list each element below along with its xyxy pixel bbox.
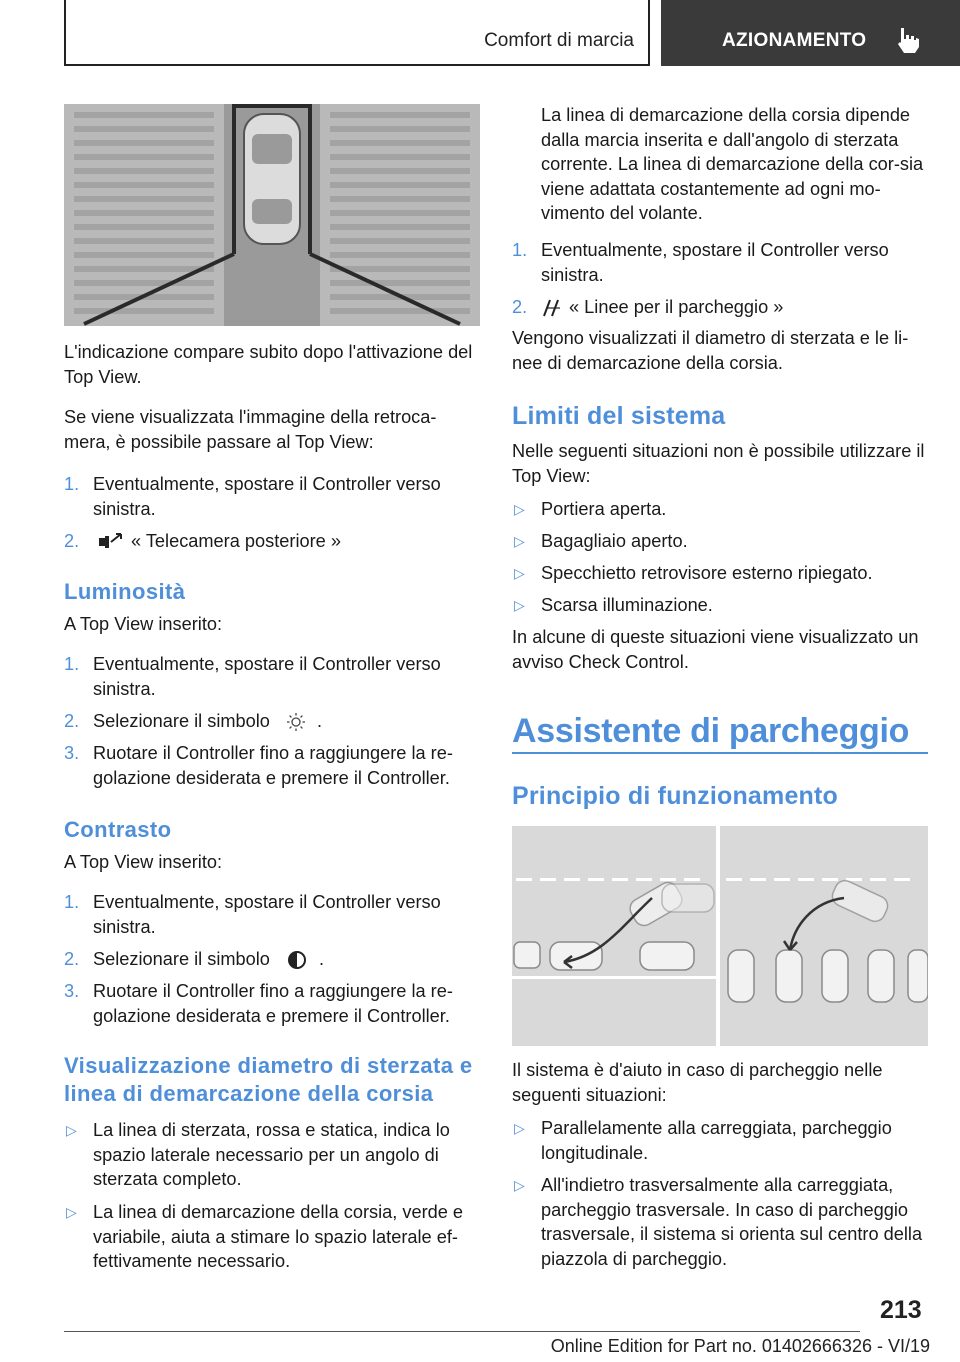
list-text: Scarsa illuminazione.: [541, 595, 713, 615]
bullet-triangle-icon: ▷: [514, 501, 525, 517]
list-text: Specchietto retrovisore esterno ripiegato.: [541, 563, 873, 583]
bullet-triangle-icon: ▷: [514, 565, 525, 581]
list-item: [512, 529, 928, 555]
bullet-triangle-icon: ▷: [514, 533, 525, 549]
header-border-mid: [648, 0, 650, 65]
list-text: Ruotare il Controller fino a raggiungere la re‐golazione desiderata e premere il Controller.: [93, 981, 453, 1026]
list-item: [64, 979, 480, 1029]
list-item: [64, 1200, 480, 1276]
paragraph-contrasto-intro: A Top View inserito:: [64, 852, 223, 872]
footer-rule: [64, 1331, 860, 1332]
rear-camera-icon: [97, 532, 125, 552]
parking-lines-icon[interactable]: [541, 298, 563, 318]
bullet-triangle-icon: ▷: [66, 1204, 77, 1220]
list-text: Eventualmente, spostare il Controller verso sinistra.: [541, 240, 889, 285]
heading-luminosita: Luminosità: [64, 579, 186, 604]
list-text: Eventualmente, spostare il Controller verso sinistra.: [93, 474, 441, 519]
list-text: Bagagliaio aperto.: [541, 531, 688, 551]
list-item: [512, 238, 928, 288]
list-number: 1.: [512, 240, 528, 260]
list-item: [64, 741, 480, 791]
parking-assistant-image: [512, 826, 928, 1046]
list-number: 1.: [64, 654, 80, 674]
list-number: 1.: [64, 892, 80, 912]
list-text: Selezionare il simbolo: [93, 711, 270, 731]
paragraph-top-view-activation: L'indicazione compare subito dopo l'attivazione del Top View.: [64, 342, 473, 387]
top-view-parking-image: [64, 104, 480, 326]
list-text: Portiera aperta.: [541, 499, 667, 519]
heading-visualizzazione: Visualizzazione diametro di sterzata e linea di demarcazione della corsia: [64, 1053, 473, 1106]
list-number: 2.: [64, 711, 80, 731]
list-text: Ruotare il Controller fino a raggiungere la re‐golazione desiderata e premere il Controller.: [93, 743, 453, 788]
list-number: 1.: [64, 474, 80, 494]
heading-contrasto: Contrasto: [64, 817, 172, 842]
list-item: [64, 709, 480, 735]
list-item: [512, 593, 928, 619]
paragraph-check-control: In alcune di queste situazioni viene visualizzato un avviso Check Control.: [512, 627, 919, 672]
list-number: 2.: [512, 297, 528, 317]
footer-edition: Online Edition for Part no. 01402666326 - VI/19: [550, 1336, 930, 1356]
list-text: « Telecamera posteriore »: [131, 531, 341, 551]
list-text-wrap: [93, 947, 483, 972]
list-text: « Linee per il parcheggio »: [569, 297, 784, 317]
list-item: [512, 497, 928, 523]
list-item: [64, 1118, 480, 1194]
list-text-wrap: [93, 529, 483, 554]
list-text: La linea di sterzata, rossa e statica, indica lo spazio laterale necessario per un angolo di sterzata completo.: [93, 1120, 450, 1189]
brightness-icon[interactable]: [283, 712, 309, 732]
header-section-title: Comfort di marcia: [484, 30, 634, 51]
list-item: [64, 472, 480, 522]
heading-limiti-sistema: Limiti del sistema: [512, 402, 726, 430]
list-text: Selezionare il simbolo: [93, 949, 270, 969]
list-item: [512, 561, 928, 587]
list-text-wrap: [541, 295, 931, 320]
hand-pointer-icon: [895, 26, 921, 54]
list-item: [512, 1173, 928, 1273]
header-rule: [64, 64, 650, 66]
list-item: [64, 652, 480, 702]
heading-principio: Principio di funzionamento: [512, 782, 839, 810]
bullet-triangle-icon: ▷: [514, 1120, 525, 1136]
list-text-wrap: [93, 709, 483, 734]
paragraph-lane-line-info: La linea di demarcazione della corsia dipende dalla marcia inserita e dall'angolo di sterzata corrente. La linea di demarcazione della cor‐sia viene adattata costantemente ad ogni mo‐vimento del volante.: [541, 105, 924, 223]
list-item: [64, 890, 480, 940]
bullet-triangle-icon: ▷: [514, 597, 525, 613]
list-number: 3.: [64, 743, 80, 763]
page-number: 213: [880, 1296, 922, 1324]
list-text: Eventualmente, spostare il Controller verso sinistra.: [93, 654, 441, 699]
list-number: 3.: [64, 981, 80, 1001]
contrast-icon[interactable]: [285, 950, 309, 970]
paragraph-lines-shown: Vengono visualizzati il diametro di sterzata e le li‐nee di demarcazione della corsia.: [512, 328, 909, 373]
list-text: All'indietro trasversalmente alla carreggiata, parcheggio trasversale. In caso di parcheggio trasversale, il sistema si orienta sul centro della piazzola di parcheggio.: [541, 1175, 923, 1269]
heading-assistente-parcheggio: Assistente di parcheggio: [512, 712, 910, 750]
list-text-end: .: [318, 949, 325, 969]
list-number: 2.: [64, 531, 80, 551]
list-text: Eventualmente, spostare il Controller verso sinistra.: [93, 892, 441, 937]
list-item: [512, 295, 928, 321]
paragraph-principio-intro: Il sistema è d'aiuto in caso di parcheggio nelle seguenti situazioni:: [512, 1060, 883, 1105]
list-text: Parallelamente alla carreggiata, parcheggio longitudinale.: [541, 1118, 892, 1163]
header-chapter-label: AZIONAMENTO: [722, 30, 867, 51]
list-number: 2.: [64, 949, 80, 969]
list-item: [512, 1116, 928, 1166]
list-item: [64, 529, 480, 555]
paragraph-limiti-intro: Nelle seguenti situazioni non è possibile utilizzare il Top View:: [512, 441, 925, 486]
heading-underline: [512, 752, 928, 754]
bullet-triangle-icon: ▷: [66, 1122, 77, 1138]
paragraph-switch-to-top-view: Se viene visualizzata l'immagine della retroca‐mera, è possibile passare al Top View:: [64, 407, 437, 452]
paragraph-luminosita-intro: A Top View inserito:: [64, 614, 223, 634]
list-item: [64, 947, 480, 973]
list-text: La linea di demarcazione della corsia, verde e variabile, aiuta a stimare lo spazio laterale ef‐fettivamente necessario.: [93, 1202, 464, 1271]
bullet-triangle-icon: ▷: [514, 1177, 525, 1193]
list-text-end: .: [316, 711, 323, 731]
